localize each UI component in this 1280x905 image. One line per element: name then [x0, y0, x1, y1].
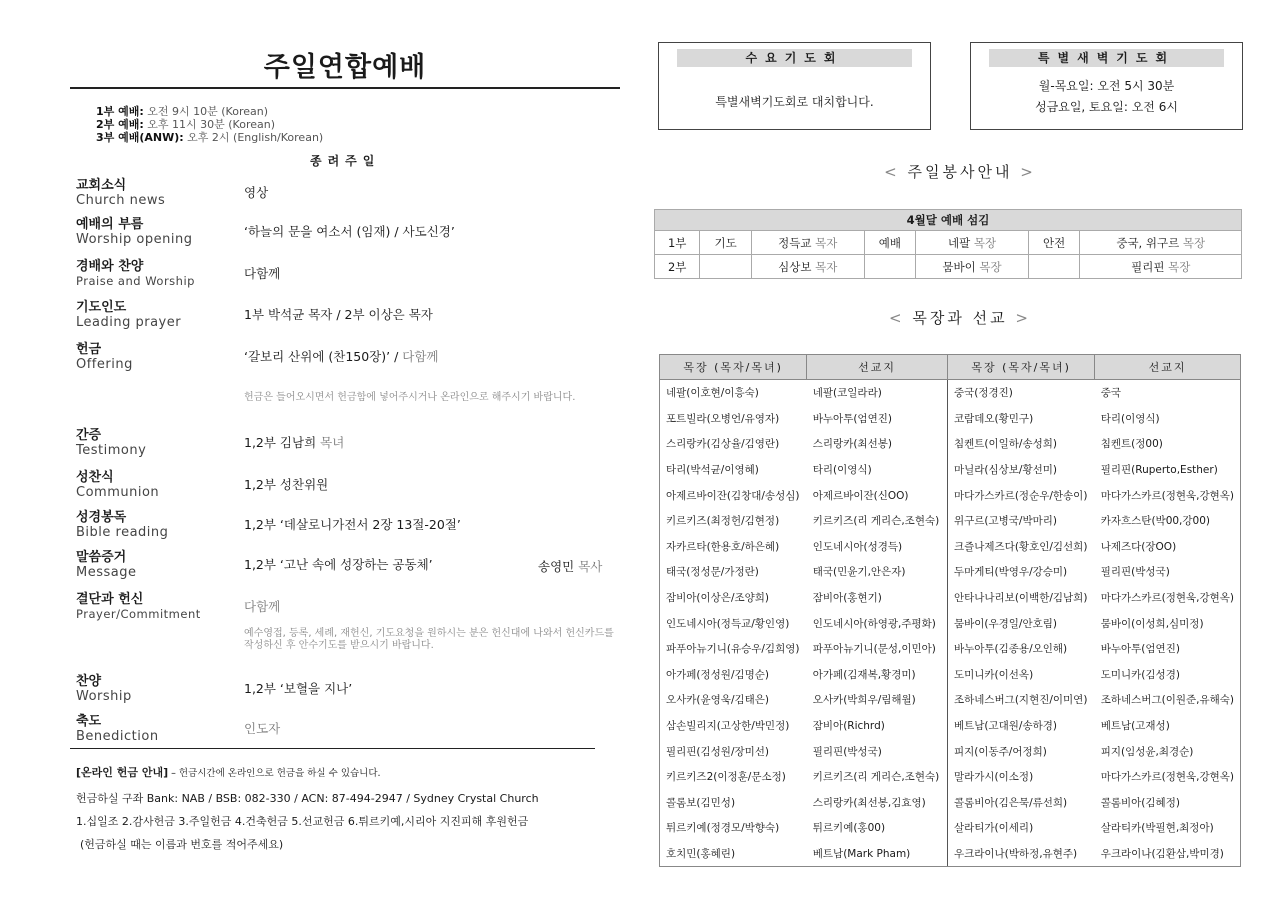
order-content-muted: 목녀 — [320, 435, 345, 450]
order-content-text: 1,2부 ‘보혈을 지나’ — [244, 681, 353, 696]
order-content — [244, 305, 433, 323]
mission-header: 목장 (목자/목녀) — [660, 355, 807, 380]
mokjang-cell: 마다가스카르(정순우/한송이) — [947, 482, 1094, 508]
dawn-prayer-line-2: 성금요일, 토요일: 오전 6시 — [1035, 100, 1178, 114]
duty-cell — [655, 255, 700, 279]
order-content-text: 1,2부 ‘고난 속에 성장하는 공동체’ — [244, 557, 433, 572]
duty-value: 2부 — [667, 259, 687, 274]
offering-note: 헌금은 들어오시면서 헌금함에 넣어주시거나 온라인으로 해주시기 바랍니다. — [244, 392, 576, 403]
mission-field-cell: 키르키즈(리 게리슨,조현숙) — [812, 771, 940, 784]
mission-header: 목장 (목자/목녀) — [947, 355, 1094, 380]
order-label-en: Benediction — [76, 729, 159, 744]
mission-row — [660, 610, 1241, 636]
mokjang-cell: 침켄트(이일하/송성희) — [947, 431, 1094, 457]
mission-field-cell: 카자흐스탄(박00,강00) — [1100, 515, 1210, 528]
mokjang-cell: 콜롬비아(김은묵/류선희) — [947, 790, 1094, 816]
mission-field-cell: 중국 — [1100, 387, 1122, 400]
duty-cell — [864, 255, 916, 279]
order-content-text: ‘갈보리 산위에 (찬150장)’ / — [244, 349, 403, 364]
mission-field-cell: 도미니카(김성경) — [1100, 668, 1180, 681]
duty-value: 심상보 — [778, 259, 812, 274]
duty-value: 네팔 — [947, 235, 971, 250]
mokjang-cell: 타리(박석균/이영혜) — [666, 464, 759, 477]
mission-heading: < 목장과 선교 > — [889, 309, 1031, 327]
wednesday-prayer-text: 특별새벽기도회로 대치합니다. — [715, 95, 874, 109]
mission-table — [659, 354, 1241, 867]
mission-field-cell: 키르키즈(리 게리슨,조현숙) — [812, 515, 940, 528]
worship-order-item — [76, 714, 616, 744]
mission-field-cell: 스리랑카(최선봉,김효영) — [812, 796, 926, 809]
mokjang-cell: 조하네스버그(지현진/이미연) — [947, 687, 1094, 713]
duty-title: 목장 — [973, 235, 997, 250]
order-label-en: Praise and Worship — [76, 274, 195, 288]
mission-header: 선교지 — [1095, 355, 1241, 380]
mission-row — [660, 534, 1241, 560]
mokjang-cell: 코람데오(황민구) — [947, 406, 1094, 432]
mission-field-cell: 살라티카(박필현,최정아) — [1100, 822, 1214, 835]
duty-cell — [700, 255, 752, 279]
order-label-ko: 간증 — [76, 428, 102, 443]
mission-field-cell: 피지(임성윤,최경순) — [1100, 745, 1194, 758]
mission-field-cell: 타리(이영식) — [812, 464, 872, 477]
mission-field-cell: 필리핀(박성국) — [1100, 566, 1170, 579]
duty-caption: 4월달 예배 섬김 — [655, 210, 1242, 231]
mission-row — [660, 431, 1241, 457]
mission-field-cell: 마다가스카르(정현욱,강현옥) — [1100, 771, 1234, 784]
mokjang-cell: 키르키즈2(이정훈/문소정) — [666, 771, 786, 784]
order-label-en: Prayer/Commitment — [76, 607, 201, 621]
mission-field-cell: 우크라이나(김환삼,박미경) — [1095, 841, 1241, 867]
order-label-ko: 축도 — [76, 714, 102, 729]
mokjang-cell: 파푸아뉴기니(유승우/김희영) — [666, 643, 800, 656]
mission-field-cell: 아가페(김재복,황경미) — [812, 668, 916, 681]
mission-field-cell: 콜롬비아(김혜정) — [1100, 796, 1180, 809]
order-label-ko: 성경봉독 — [76, 510, 127, 525]
mokjang-cell: 안타나나리보(이백한/김남희) — [947, 585, 1094, 611]
mission-row — [660, 713, 1241, 739]
mokjang-cell: 두마게티(박영우/강승미) — [947, 559, 1094, 585]
worship-order-item — [76, 178, 616, 208]
dawn-prayer-title: 특별새벽기도회 — [989, 49, 1224, 67]
worship-order-item — [76, 342, 616, 372]
worship-order-item — [76, 217, 616, 247]
sunday-name: 종려주일 — [310, 154, 381, 168]
duty-value: 1부 — [667, 235, 687, 250]
duty-cell — [916, 255, 1029, 279]
mission-field-cell: 뭄바이(이성희,심미정) — [1100, 617, 1204, 630]
duty-title: 목자 — [815, 235, 838, 250]
offering-hint: (헌금하실 때는 이름과 번호를 적어주세요) — [80, 838, 284, 851]
order-content — [244, 347, 439, 365]
mission-field-cell: 바누아투(엄연진) — [1100, 643, 1180, 656]
duty-value: 예배 — [878, 235, 901, 250]
title-divider — [70, 87, 620, 89]
order-content-text: 1,2부 김남희 — [244, 435, 321, 450]
order-label-ko: 성찬식 — [76, 470, 114, 485]
order-label-ko: 기도인도 — [76, 300, 127, 315]
order-label-en: Message — [76, 565, 137, 580]
duty-row — [655, 255, 1242, 279]
duty-cell — [916, 231, 1029, 255]
mission-field-cell: 인도네시아(하영광,주평화) — [812, 617, 936, 630]
worship-order-item — [76, 674, 616, 704]
mission-field-cell: 태국(민윤기,안은자) — [812, 566, 906, 579]
mokjang-cell: 태국(정성문/가정란) — [666, 566, 759, 579]
worship-order-item — [76, 259, 616, 289]
mokjang-cell: 우크라이나(박하정,유현주) — [947, 841, 1094, 867]
mission-row — [660, 738, 1241, 764]
mission-field-cell: 인도네시아(성경득) — [812, 540, 903, 553]
duty-cell — [1080, 255, 1242, 279]
mission-field-cell: 네팔(코일라라) — [812, 387, 882, 400]
worship-order-item — [76, 470, 616, 500]
order-label-en: Worship opening — [76, 232, 193, 247]
mission-field-cell: 잠비아(홍현기) — [812, 592, 882, 605]
order-content-text: 영상 — [244, 185, 269, 200]
mission-field-cell: 오사카(박희우/림해월) — [812, 694, 916, 707]
order-content — [244, 264, 280, 282]
online-offering-notice: [온라인 헌금 안내] – 헌금시간에 온라인으로 헌금을 하실 수 있습니다. — [76, 766, 381, 779]
order-content-muted: 다함께 — [402, 349, 439, 364]
mokjang-cell: 피지(이동주/어정희) — [947, 738, 1094, 764]
mokjang-cell: 위구르(고병국/박마리) — [947, 508, 1094, 534]
duty-cell — [700, 231, 752, 255]
mission-row — [660, 687, 1241, 713]
mokjang-cell: 말라가시(이소정) — [947, 764, 1094, 790]
worship-order-item — [76, 592, 616, 622]
duty-row — [655, 231, 1242, 255]
order-content — [244, 597, 280, 615]
mission-row — [660, 790, 1241, 816]
mission-field-cell: 필리핀(박성국) — [812, 745, 882, 758]
mokjang-cell: 호치민(홍혜린) — [660, 841, 807, 867]
mission-row — [660, 559, 1241, 585]
mission-row — [660, 406, 1241, 432]
mission-row — [660, 585, 1241, 611]
mission-row — [660, 636, 1241, 662]
order-label-en: Testimony — [76, 443, 147, 458]
order-content-text: 1,2부 ‘데살로니가전서 2장 13절-20절’ — [244, 517, 461, 532]
mokjang-cell: 스리랑카(김상율/김영란) — [666, 438, 780, 451]
mokjang-cell: 네팔(이호현/이흥숙) — [666, 387, 759, 400]
mokjang-cell: 아제르바이잔(김창대/송성심) — [666, 489, 800, 502]
order-label-en: Worship — [76, 689, 132, 704]
service-time-1: 1부 예배: 오전 9시 10분 (Korean) — [96, 105, 268, 118]
duty-value: 기도 — [714, 235, 737, 250]
commitment-note: 예수영접, 등록, 세례, 재헌신, 기도요청을 원하시는 분은 헌신대에 나와서 헌신카드를 작성하신 후 안수기도를 받으시기 바랍니다. — [244, 628, 614, 651]
duty-title: 목자 — [815, 259, 838, 274]
duty-cell — [1028, 231, 1080, 255]
bank-account: 헌금하실 구좌 Bank: NAB / BSB: 082-330 / ACN: 87-494-2947 / Sydney Crystal Church — [76, 792, 539, 805]
mission-field-cell: 튀르키예(홍00) — [812, 822, 886, 835]
order-label-ko: 경배와 찬양 — [76, 259, 144, 274]
mission-field-cell: 파푸아뉴기니(문성,이민아) — [812, 643, 936, 656]
order-content — [244, 433, 344, 451]
order-content — [244, 475, 328, 493]
order-label-en: Church news — [76, 193, 166, 208]
mokjang-cell: 도미니카(이선옥) — [947, 662, 1094, 688]
order-label-ko: 헌금 — [76, 342, 102, 357]
order-label-ko: 교회소식 — [76, 178, 127, 193]
offering-types: 1.십일조 2.감사헌금 3.주일헌금 4.건축헌금 5.선교헌금 6.튀르키예,시리아 지진피해 후원헌금 — [76, 815, 529, 828]
mission-row — [660, 508, 1241, 534]
mokjang-cell: 크즐나제즈다(황호인/김선희) — [947, 534, 1094, 560]
dawn-prayer-box — [970, 42, 1243, 130]
dawn-prayer-line-1: 월-목요일: 오전 5시 30분 — [1038, 79, 1175, 93]
mokjang-cell: 살라티가(이세리) — [947, 815, 1094, 841]
mission-field-cell: 마다가스카르(정현욱,강현옥) — [1100, 489, 1234, 502]
order-label-ko: 말씀증거 — [76, 550, 127, 565]
mission-row — [660, 662, 1241, 688]
mokjang-cell: 베트남(고대원/송하경) — [947, 713, 1094, 739]
order-content-text: 1부 박석균 목자 / 2부 이상은 목자 — [244, 307, 433, 322]
order-content — [244, 222, 455, 240]
duty-cell — [1028, 255, 1080, 279]
duty-title: 목장 — [1168, 259, 1191, 274]
duty-value: 필리핀 — [1131, 259, 1165, 274]
mission-header: 선교지 — [807, 355, 948, 380]
mission-row — [660, 764, 1241, 790]
mission-field-cell: 아제르바이잔(신OO) — [812, 489, 909, 502]
mokjang-cell: 자카르타(한용호/하은혜) — [666, 540, 780, 553]
order-content-muted: 인도자 — [244, 721, 281, 736]
worship-order-item — [76, 550, 616, 580]
order-label-ko: 찬양 — [76, 674, 102, 689]
mission-field-cell: 스리랑카(최선봉) — [812, 438, 892, 451]
order-label-en: Leading prayer — [76, 315, 182, 330]
wednesday-prayer-title: 수요기도회 — [677, 49, 912, 67]
order-label-en: Offering — [76, 357, 133, 372]
order-label-ko: 결단과 헌신 — [76, 592, 144, 607]
mission-row — [660, 380, 1241, 406]
mokjang-cell: 마닐라(심상보/황선미) — [947, 457, 1094, 483]
mission-field-cell: 침켄트(정00) — [1100, 438, 1163, 451]
mokjang-cell: 바누아투(김종용/오인해) — [947, 636, 1094, 662]
duty-title: 목장 — [1182, 235, 1206, 250]
mokjang-cell: 아가페(정성원/김명순) — [666, 668, 770, 681]
duty-value: 뭄바이 — [942, 259, 976, 274]
mokjang-cell: 콜롬보(김민성) — [666, 796, 736, 809]
service-time-2: 2부 예배: 오후 11시 30분 (Korean) — [96, 118, 275, 131]
mission-field-cell: 베트남(Mark Pham) — [807, 841, 948, 867]
duty-cell — [751, 255, 864, 279]
mokjang-cell: 잠비아(이상은/조양희) — [666, 592, 770, 605]
duty-cell — [1080, 231, 1242, 255]
mokjang-cell: 오사카(윤영욱/김태은) — [666, 694, 770, 707]
order-content — [244, 719, 280, 737]
mission-row — [660, 841, 1241, 867]
mission-field-cell: 베트남(고재성) — [1100, 720, 1170, 733]
service-times — [96, 105, 323, 144]
mission-field-cell: 타리(이영식) — [1100, 412, 1160, 425]
mokjang-cell: 삼손빌리지(고상한/박민정) — [666, 720, 790, 733]
preacher: 송영민 목사 — [538, 559, 603, 574]
duty-cell — [864, 231, 916, 255]
order-content — [244, 183, 268, 201]
duty-table — [654, 209, 1242, 279]
order-content-text: 다함께 — [244, 266, 281, 281]
duty-value: 안전 — [1043, 235, 1066, 250]
duty-value: 정득교 — [778, 235, 812, 250]
mission-field-cell: 바누아투(엄연진) — [812, 412, 892, 425]
wednesday-prayer-box — [658, 42, 931, 130]
mokjang-cell: 인도네시아(정득교/황인영) — [666, 617, 790, 630]
service-guide-heading: < 주일봉사안내 > — [884, 163, 1036, 181]
worship-order-item — [76, 510, 616, 540]
duty-title: 목장 — [979, 259, 1002, 274]
mission-field-cell: 필리핀(Ruperto,Esther) — [1100, 464, 1218, 477]
bottom-divider — [70, 748, 595, 749]
mission-row — [660, 457, 1241, 483]
mokjang-cell: 키르키즈(최정헌/김현정) — [666, 515, 780, 528]
mission-field-cell: 마다가스카르(정현욱,강현옥) — [1100, 592, 1234, 605]
mokjang-cell: 포트빌라(오병언/유영자) — [666, 412, 780, 425]
order-content-muted: 다함께 — [244, 599, 281, 614]
mission-field-cell: 잠비아(Richrd) — [812, 720, 885, 733]
duty-cell — [751, 231, 864, 255]
order-label-ko: 예배의 부름 — [76, 217, 144, 232]
mission-field-cell: 나제즈다(장OO) — [1100, 540, 1177, 553]
mission-row — [660, 815, 1241, 841]
mokjang-cell: 중국(정경진) — [947, 380, 1094, 406]
order-content-text: ‘하늘의 문을 여소서 (임재) / 사도신경’ — [244, 224, 455, 239]
order-content — [244, 555, 433, 573]
page-title: 주일연합예배 — [263, 52, 427, 83]
duty-value: 중국, 위구르 — [1116, 235, 1180, 250]
worship-order-item — [76, 428, 616, 458]
mokjang-cell: 필리핀(김성원/장미선) — [666, 745, 770, 758]
mission-field-cell: 조하네스버그(이원준,유해숙) — [1100, 694, 1234, 707]
worship-order-item — [76, 300, 616, 330]
mission-row — [660, 482, 1241, 508]
right-page — [640, 0, 1280, 905]
order-content — [244, 679, 352, 697]
order-content — [244, 515, 461, 533]
mokjang-cell: 튀르키예(정경모/박향숙) — [666, 822, 780, 835]
order-label-en: Communion — [76, 485, 160, 500]
order-label-en: Bible reading — [76, 525, 169, 540]
mokjang-cell: 뭄바이(우경일/안호림) — [947, 610, 1094, 636]
order-content-text: 1,2부 성찬위원 — [244, 477, 329, 492]
service-time-3: 3부 예배(ANW): 오후 2시 (English/Korean) — [96, 131, 324, 144]
duty-cell — [655, 231, 700, 255]
